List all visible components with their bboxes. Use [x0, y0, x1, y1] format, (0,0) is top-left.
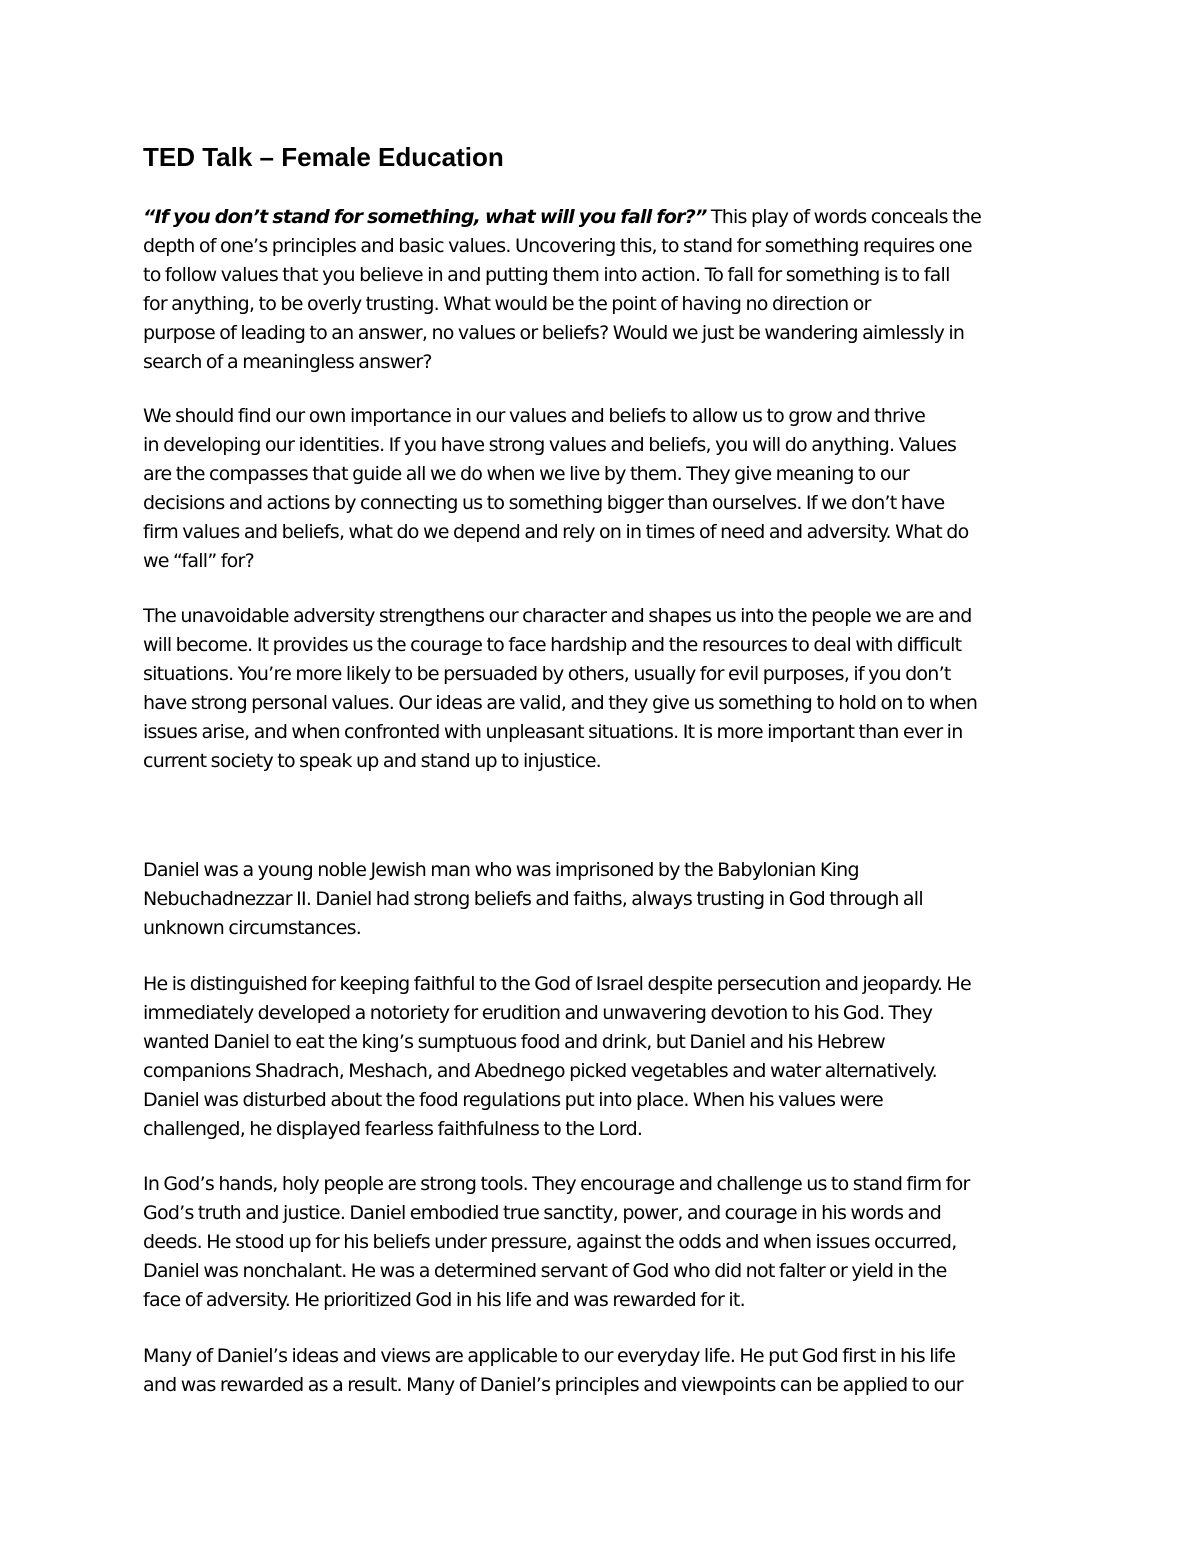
- paragraph-line: are the compasses that guide all we do when we live by them. They give meaning to our: [143, 463, 910, 485]
- paragraph-line: challenged, he displayed fearless faithfulness to the Lord.: [143, 1118, 643, 1140]
- line-text: This play of words conceals the: [706, 206, 982, 228]
- paragraph-line: Nebuchadnezzar II. Daniel had strong beliefs and faiths, always trusting in God through all: [143, 888, 923, 910]
- opening-quote: “If you don’t stand for something, what will you fall for?”: [143, 206, 707, 228]
- paragraph-line: issues arise, and when confronted with unpleasant situations. It is more important than ever in: [143, 721, 963, 743]
- paragraph-line: have strong personal values. Our ideas are valid, and they give us something to hold on to when: [143, 692, 978, 714]
- paragraph-1: [143, 203, 981, 377]
- paragraph-line: He is distinguished for keeping faithful to the God of Israel despite persecution and jeopardy. He: [143, 973, 971, 995]
- paragraph-line: face of adversity. He prioritized God in his life and was rewarded for it.: [143, 1289, 745, 1311]
- paragraph-4: [143, 856, 923, 943]
- paragraph-line: in developing our identities. If you have strong values and beliefs, you will do anything. Values: [143, 434, 957, 456]
- paragraph-7: [143, 1342, 963, 1400]
- paragraph-line: deeds. He stood up for his beliefs under pressure, against the odds and when issues occurred,: [143, 1231, 957, 1253]
- paragraph-line: Daniel was a young noble Jewish man who was imprisoned by the Babylonian King: [143, 859, 859, 881]
- paragraph-line: immediately developed a notoriety for erudition and unwavering devotion to his God. They: [143, 1002, 933, 1024]
- paragraph-line: companions Shadrach, Meshach, and Abednego picked vegetables and water alternatively.: [143, 1060, 937, 1082]
- paragraph-line: Many of Daniel’s ideas and views are applicable to our everyday life. He put God first in his life: [143, 1345, 956, 1367]
- paragraph-6: [143, 1170, 970, 1315]
- paragraph-line: search of a meaningless answer?: [143, 351, 432, 373]
- paragraph-line: wanted Daniel to eat the king’s sumptuous food and drink, but Daniel and his Hebrew: [143, 1031, 885, 1053]
- paragraph-line: will become. It provides us the courage to face hardship and the resources to deal with difficult: [143, 634, 962, 656]
- paragraph-line: firm values and beliefs, what do we depend and rely on in times of need and adversity. What do: [143, 521, 969, 543]
- paragraph-line: We should find our own importance in our values and beliefs to allow us to grow and thrive: [143, 405, 926, 427]
- paragraph-line: decisions and actions by connecting us to something bigger than ourselves. If we don’t have: [143, 492, 945, 514]
- paragraph-line: and was rewarded as a result. Many of Daniel’s principles and viewpoints can be applied to our: [143, 1374, 963, 1396]
- paragraph-line: depth of one’s principles and basic values. Uncovering this, to stand for something requires one: [143, 235, 972, 257]
- paragraph-line: situations. You’re more likely to be persuaded by others, usually for evil purposes, if you don’t: [143, 663, 951, 685]
- paragraph-line: current society to speak up and stand up to injustice.: [143, 750, 601, 772]
- paragraph-line: for anything, to be overly trusting. What would be the point of having no direction or: [143, 293, 871, 315]
- paragraph-line: The unavoidable adversity strengthens our character and shapes us into the people we are and: [143, 605, 972, 627]
- paragraph-line: [143, 203, 981, 232]
- paragraph-line: Daniel was disturbed about the food regulations put into place. When his values were: [143, 1089, 883, 1111]
- paragraph-line: In God’s hands, holy people are strong tools. They encourage and challenge us to stand firm for: [143, 1173, 970, 1195]
- paragraph-5: [143, 970, 971, 1144]
- paragraph-line: purpose of leading to an answer, no values or beliefs? Would we just be wandering aimlessly in: [143, 322, 965, 344]
- paragraph-line: to follow values that you believe in and putting them into action. To fall for something is to fall: [143, 264, 950, 286]
- paragraph-2: [143, 402, 969, 576]
- paragraph-line: God’s truth and justice. Daniel embodied true sanctity, power, and courage in his words and: [143, 1202, 942, 1224]
- document-title: TED Talk – Female Education: [143, 142, 504, 172]
- paragraph-3: [143, 602, 977, 776]
- paragraph-line: unknown circumstances.: [143, 917, 362, 939]
- paragraph-line: Daniel was nonchalant. He was a determined servant of God who did not falter or yield in the: [143, 1260, 947, 1282]
- paragraph-line: we “fall” for?: [143, 550, 254, 572]
